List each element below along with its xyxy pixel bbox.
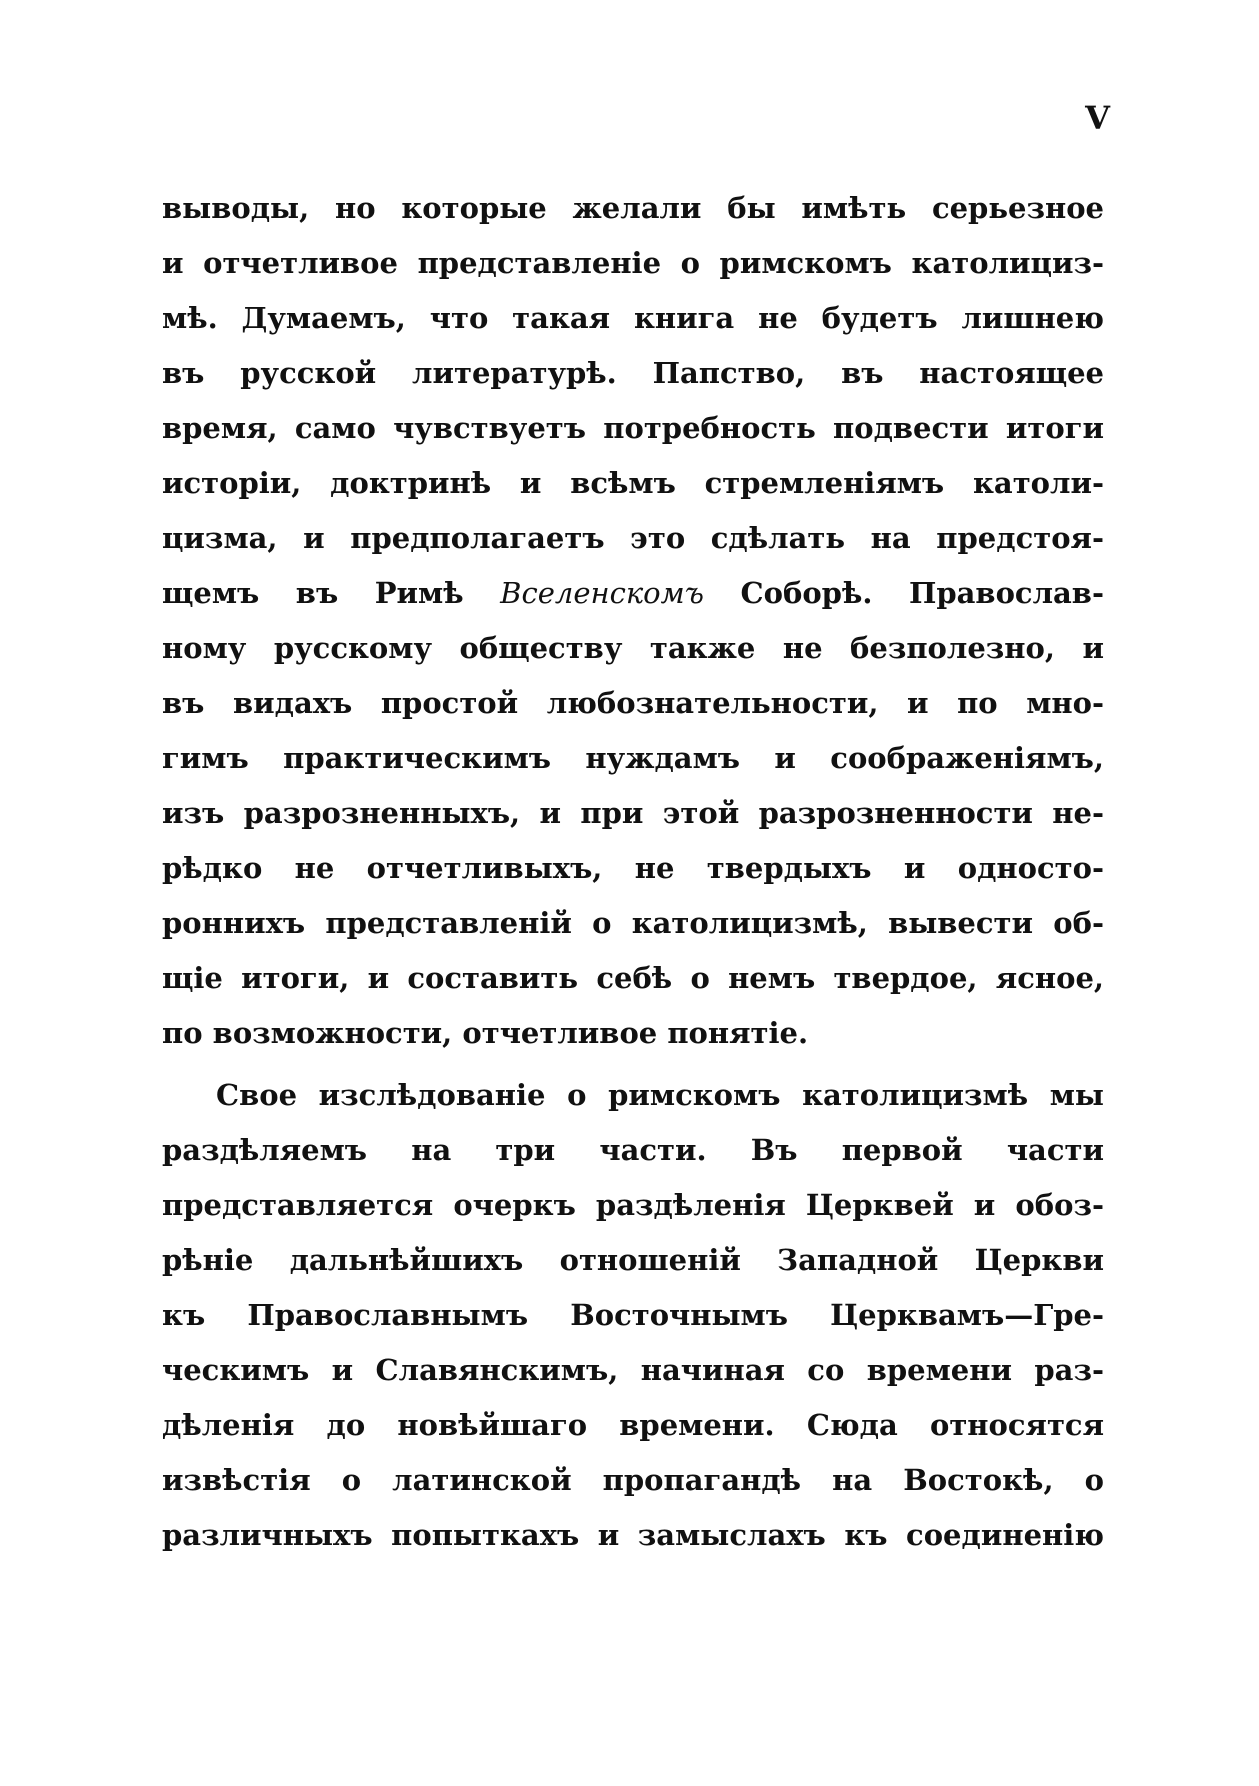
- text-line: Свое изслѣдованіе о римскомъ католицизмѣ мы: [216, 1078, 1104, 1112]
- text-line: въ русской литературѣ. Папство, въ настоящее: [162, 356, 1104, 390]
- text-line: выводы, но которые желали бы имѣть серьезное: [162, 191, 1104, 225]
- text-line: по возможности, отчетливое понятіе.: [162, 1016, 809, 1050]
- text-line: рѣніе дальнѣйшихъ отношеній Западной Церкви: [162, 1243, 1104, 1277]
- text-line: время, само чувствуетъ потребность подвести итоги: [162, 411, 1104, 445]
- text-line: представляется очеркъ раздѣленія Церквей и обоз-: [162, 1188, 1104, 1222]
- text-line: различныхъ попыткахъ и замыслахъ къ соединенію: [162, 1518, 1104, 1552]
- text-line: исторіи, доктринѣ и всѣмъ стремленіямъ католи-: [162, 466, 1104, 500]
- text-line: гимъ практическимъ нуждамъ и соображеніямъ,: [162, 741, 1104, 775]
- text-line: къ Православнымъ Восточнымъ Церквамъ—Гре-: [162, 1298, 1104, 1332]
- text-line: ному русскому обществу также не безполезно, и: [162, 631, 1104, 665]
- text-line: дѣленія до новѣйшаго времени. Сюда относятся: [162, 1408, 1104, 1442]
- text-line: цизма, и предполагаетъ это сдѣлать на предстоя-: [162, 521, 1104, 555]
- text-line: рѣдко не отчетливыхъ, не твердыхъ и односто-: [162, 851, 1104, 885]
- paragraph-gap: [162, 1061, 1104, 1068]
- text-line: мѣ. Думаемъ, что такая книга не будетъ лишнею: [162, 301, 1104, 335]
- text-line: раздѣляемъ на три части. Въ первой части: [162, 1133, 1104, 1167]
- text-line-after: Соборѣ. Православ-: [704, 576, 1104, 610]
- text-line: ческимъ и Славянскимъ, начиная со времени раз-: [162, 1353, 1104, 1387]
- text-line: и отчетливое представленіе о римскомъ католициз-: [162, 246, 1104, 280]
- body-text: [162, 181, 1104, 1563]
- italic-council-name: Вселенскомъ: [500, 576, 705, 610]
- text-line: [162, 566, 1104, 621]
- page-number: V: [1085, 99, 1110, 137]
- text-line: изъ разрозненныхъ, и при этой разрозненности не-: [162, 796, 1104, 830]
- paragraph-1: [162, 181, 1104, 1061]
- text-line: извѣстія о латинской пропагандѣ на Востокѣ, о: [162, 1463, 1104, 1497]
- text-line: роннихъ представленій о католицизмѣ, вывести об-: [162, 906, 1104, 940]
- text-line-before: щемъ въ Римѣ: [162, 576, 501, 610]
- text-line: щіе итоги, и составить себѣ о немъ твердое, ясное,: [162, 961, 1104, 995]
- paragraph-2: [162, 1068, 1104, 1563]
- text-line: въ видахъ простой любознательности, и по мно-: [162, 686, 1104, 720]
